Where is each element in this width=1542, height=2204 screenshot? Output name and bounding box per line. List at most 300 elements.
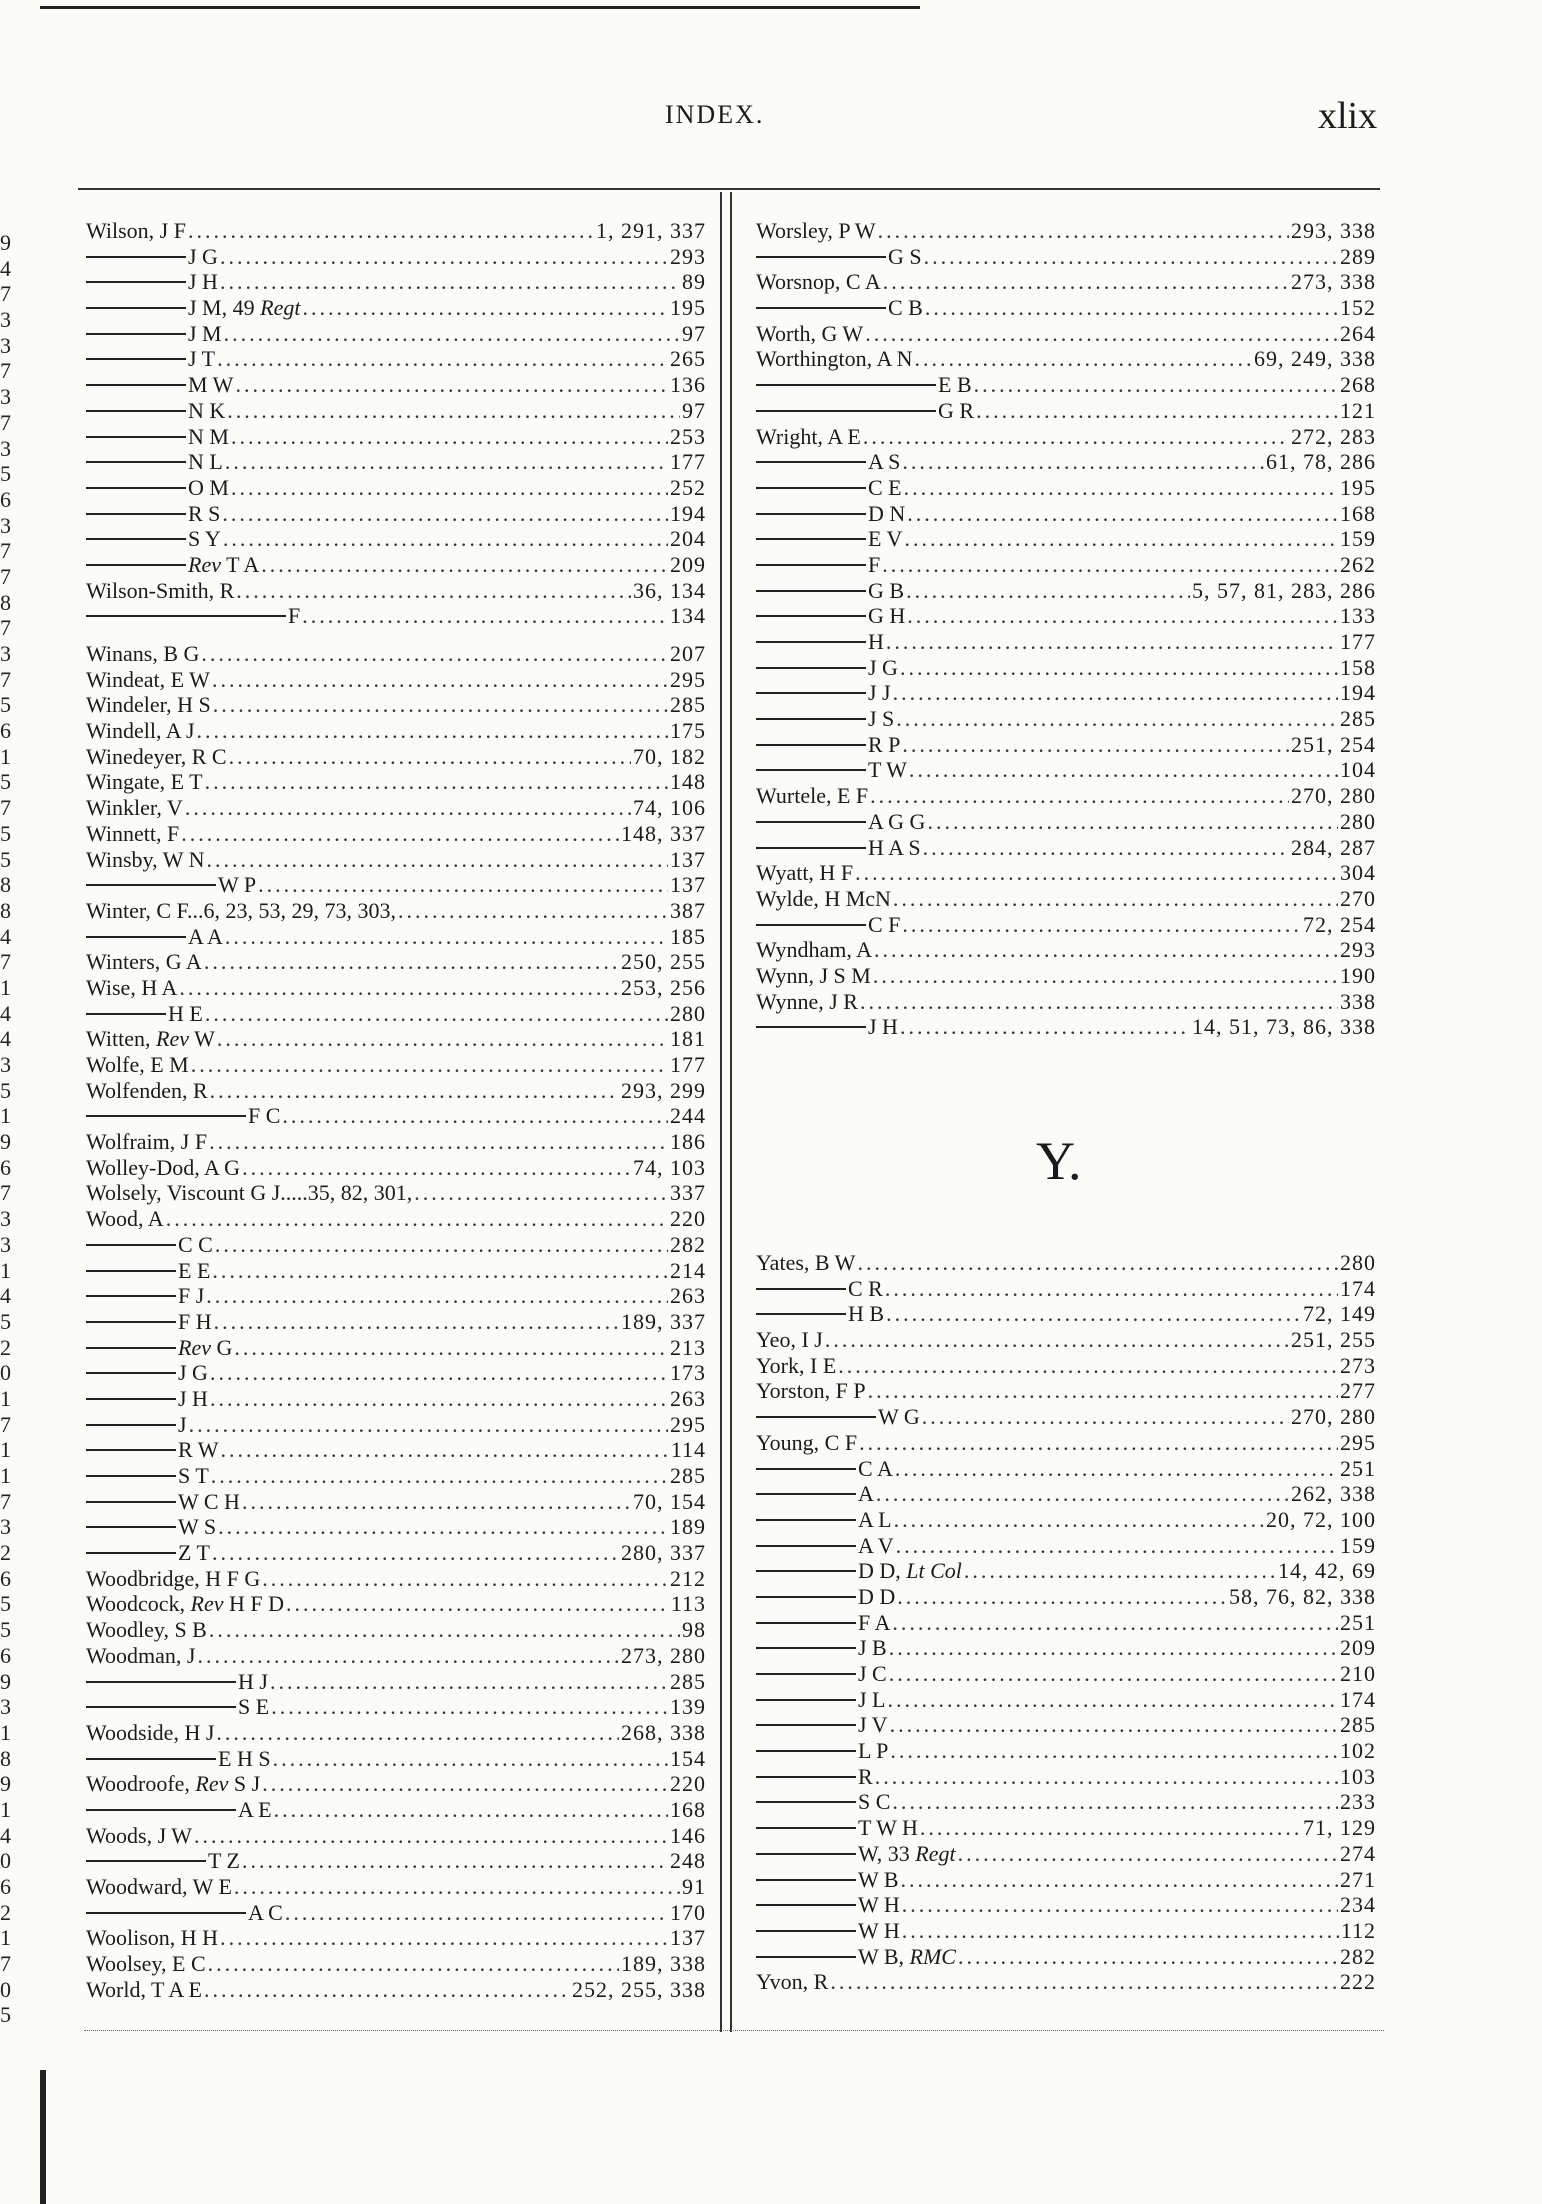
entry-name bbox=[858, 1738, 888, 1764]
leader-dots bbox=[830, 1969, 1338, 1995]
entry-name bbox=[178, 1540, 210, 1566]
entry-name-italic: Rev bbox=[188, 551, 221, 577]
entry-name bbox=[858, 1533, 894, 1559]
entry-name bbox=[86, 898, 396, 924]
index-entry bbox=[86, 898, 706, 924]
index-entry bbox=[756, 475, 1376, 501]
leader-dots bbox=[892, 1789, 1338, 1815]
index-entry bbox=[86, 1874, 706, 1900]
page-references: 36, 134 bbox=[633, 577, 706, 603]
leader-dots bbox=[890, 1712, 1338, 1738]
index-entry bbox=[756, 1661, 1376, 1687]
margin-digit: 3 bbox=[0, 1514, 11, 1540]
margin-digit: 6 bbox=[0, 718, 11, 744]
margin-digit: 7 bbox=[0, 1488, 11, 1514]
entry-name-text: Z T bbox=[178, 1540, 210, 1566]
index-entry bbox=[86, 1746, 706, 1772]
entry-name bbox=[888, 295, 923, 321]
entry-name-text: J H bbox=[868, 1014, 898, 1040]
index-entry bbox=[756, 1584, 1376, 1610]
entry-name-text: D D, bbox=[858, 1558, 907, 1584]
leader-dots bbox=[217, 346, 668, 372]
index-entry bbox=[756, 1558, 1376, 1584]
entry-name bbox=[188, 924, 223, 950]
entry-name bbox=[756, 989, 858, 1015]
leader-dots bbox=[212, 1258, 668, 1284]
index-column-right-y bbox=[756, 1250, 1376, 1995]
ditto-dash bbox=[86, 1372, 176, 1374]
index-entry bbox=[756, 1481, 1376, 1507]
page-references: 113 bbox=[670, 1591, 706, 1617]
leader-dots bbox=[205, 1001, 668, 1027]
page-references: 159 bbox=[1340, 526, 1376, 552]
leader-dots bbox=[889, 1661, 1338, 1687]
page-references: 285 bbox=[1340, 1712, 1376, 1738]
entry-name-text: T A bbox=[220, 551, 260, 577]
margin-digit: 8 bbox=[0, 897, 11, 923]
entry-name bbox=[868, 629, 884, 655]
entry-name bbox=[868, 680, 891, 706]
entry-name-text: E E bbox=[178, 1257, 211, 1283]
page-references: 70, 182 bbox=[633, 743, 706, 769]
entry-name-text: Wurtele, E F bbox=[756, 783, 869, 809]
entry-name-text: O M bbox=[188, 474, 229, 500]
leader-dots bbox=[220, 1925, 668, 1951]
leader-dots bbox=[231, 424, 668, 450]
index-entry bbox=[756, 218, 1376, 244]
leader-dots bbox=[242, 1848, 668, 1874]
leader-dots bbox=[886, 629, 1338, 655]
leader-dots bbox=[825, 1327, 1289, 1353]
page-references: 285 bbox=[1340, 706, 1376, 732]
column-divider bbox=[720, 192, 732, 2032]
entry-name-text: W H bbox=[858, 1892, 900, 1918]
index-entry bbox=[86, 1694, 706, 1720]
page-references: 1, 291, 337 bbox=[596, 218, 706, 243]
entry-name bbox=[86, 1951, 206, 1977]
entry-name-text: Winkler, V bbox=[86, 795, 183, 821]
page-references: 293, 299 bbox=[621, 1077, 706, 1103]
entry-name-text: G B bbox=[868, 577, 905, 603]
index-entry bbox=[86, 578, 706, 604]
margin-digit: 8 bbox=[0, 1745, 11, 1771]
entry-name-text: H A S bbox=[868, 834, 921, 860]
leader-dots bbox=[286, 1591, 669, 1617]
margin-digit: 4 bbox=[0, 255, 11, 281]
entry-name-text: A V bbox=[858, 1532, 894, 1558]
index-entry bbox=[86, 552, 706, 578]
page-references: 268 bbox=[1340, 372, 1376, 398]
leader-dots bbox=[964, 1558, 1276, 1584]
ditto-dash bbox=[756, 847, 866, 849]
index-entry bbox=[756, 912, 1376, 938]
entry-name-italic: Rev bbox=[195, 1771, 229, 1797]
margin-digit: 3 bbox=[0, 1694, 11, 1720]
ditto-dash bbox=[756, 564, 866, 566]
entry-name-text: Woodside, H J bbox=[86, 1719, 215, 1745]
entry-name-text: H E bbox=[168, 1000, 203, 1026]
index-entry bbox=[756, 552, 1376, 578]
entry-name bbox=[248, 1103, 280, 1129]
entry-name-text: C A bbox=[858, 1455, 893, 1481]
entry-name-text: A E bbox=[238, 1796, 272, 1822]
leader-dots bbox=[976, 398, 1338, 424]
leader-dots bbox=[189, 1412, 668, 1438]
leader-dots bbox=[874, 937, 1338, 963]
page-references: 136 bbox=[670, 372, 706, 398]
entry-name-text: A bbox=[858, 1481, 874, 1507]
margin-digit: 2 bbox=[0, 1899, 11, 1925]
margin-digit: 7 bbox=[0, 949, 11, 975]
margin-digit: 7 bbox=[0, 281, 11, 307]
entry-name-text: E V bbox=[868, 526, 903, 552]
ditto-dash bbox=[86, 936, 186, 938]
ditto-dash bbox=[756, 924, 866, 926]
entry-name bbox=[86, 1052, 189, 1078]
entry-name bbox=[288, 603, 300, 629]
entry-name bbox=[756, 321, 863, 347]
entry-name bbox=[188, 372, 233, 398]
entry-name-text: J V bbox=[858, 1712, 888, 1738]
entry-name-text: Witten, bbox=[86, 1026, 156, 1052]
leader-dots bbox=[242, 1155, 631, 1181]
leader-dots bbox=[188, 218, 594, 244]
entry-name bbox=[86, 769, 203, 795]
page-references: 295 bbox=[670, 1411, 706, 1437]
leader-dots bbox=[166, 1206, 668, 1232]
page-references: 220 bbox=[670, 1206, 706, 1232]
ditto-dash bbox=[756, 1904, 856, 1906]
entry-name bbox=[868, 449, 900, 475]
entry-name-text: L P bbox=[858, 1738, 889, 1764]
entry-name-text: J L bbox=[858, 1686, 886, 1712]
ditto-dash bbox=[86, 358, 186, 360]
index-entry bbox=[756, 1430, 1376, 1456]
page-references: 304 bbox=[1340, 860, 1376, 886]
entry-name-text: Worthington, A N bbox=[756, 346, 913, 372]
margin-digit: 9 bbox=[0, 1771, 11, 1797]
entry-name-text: G bbox=[210, 1334, 233, 1360]
entry-name-italic: Rev bbox=[156, 1026, 189, 1052]
leader-dots bbox=[235, 372, 668, 398]
leader-dots bbox=[892, 1610, 1338, 1636]
page-references: 148, 337 bbox=[621, 820, 706, 846]
entry-name bbox=[178, 1489, 240, 1515]
entry-name-text: J H bbox=[188, 269, 218, 295]
leader-dots bbox=[215, 1232, 668, 1258]
leader-dots bbox=[218, 1514, 668, 1540]
margin-digit: 1 bbox=[0, 1437, 11, 1463]
entry-name bbox=[868, 578, 904, 604]
page-references: 190 bbox=[1340, 962, 1376, 988]
entry-name bbox=[178, 1514, 216, 1540]
entry-name bbox=[86, 641, 199, 667]
entry-name bbox=[868, 475, 902, 501]
leader-dots bbox=[876, 1481, 1289, 1507]
margin-digit: 7 bbox=[0, 1180, 11, 1206]
page-references: 72, 254 bbox=[1303, 911, 1376, 937]
page-references: 253 bbox=[670, 423, 706, 449]
entry-name bbox=[868, 835, 921, 861]
leader-dots bbox=[271, 1694, 668, 1720]
ditto-dash bbox=[86, 333, 186, 335]
margin-digit: 8 bbox=[0, 872, 11, 898]
entry-name-text: Winnett, F bbox=[86, 820, 180, 846]
entry-name-text: H F D bbox=[223, 1591, 285, 1617]
leader-dots bbox=[222, 501, 668, 527]
page-references: 173 bbox=[670, 1360, 706, 1386]
page-references: 134 bbox=[670, 603, 706, 629]
page-references: 74, 103 bbox=[633, 1154, 706, 1180]
leader-dots bbox=[922, 1404, 1289, 1430]
index-entry bbox=[756, 1789, 1376, 1815]
entry-name-text: H J bbox=[238, 1668, 268, 1694]
index-entry bbox=[756, 1944, 1376, 1970]
entry-name-text: Windeat, E W bbox=[86, 666, 210, 692]
ditto-dash bbox=[86, 1526, 176, 1528]
ditto-dash bbox=[756, 461, 866, 463]
index-column-left bbox=[86, 218, 706, 2002]
entry-name bbox=[188, 244, 218, 270]
entry-name-text: T W H bbox=[858, 1815, 918, 1841]
entry-name bbox=[868, 501, 905, 527]
leader-dots bbox=[860, 989, 1338, 1015]
margin-digit: 4 bbox=[0, 1000, 11, 1026]
ditto-dash bbox=[756, 769, 866, 771]
leader-dots bbox=[889, 1635, 1338, 1661]
leader-dots bbox=[904, 475, 1338, 501]
index-entry bbox=[756, 1533, 1376, 1559]
ditto-dash bbox=[86, 513, 186, 515]
index-entry bbox=[756, 886, 1376, 912]
ditto-dash bbox=[756, 1596, 856, 1598]
ditto-dash bbox=[756, 1776, 856, 1778]
index-entry bbox=[756, 1404, 1376, 1430]
top-page-edge bbox=[40, 0, 920, 9]
page-references: 209 bbox=[670, 551, 706, 577]
page-references: 251, 254 bbox=[1291, 731, 1376, 757]
index-entry bbox=[86, 1026, 706, 1052]
entry-name bbox=[868, 809, 925, 835]
margin-digit: 6 bbox=[0, 1154, 11, 1180]
entry-name-text: J G bbox=[178, 1360, 208, 1386]
page-references: 5, 57, 81, 283, 286 bbox=[1192, 577, 1376, 603]
margin-digit: 3 bbox=[0, 435, 11, 461]
ditto-dash bbox=[86, 538, 186, 540]
index-entry bbox=[756, 783, 1376, 809]
margin-digit: 4 bbox=[0, 923, 11, 949]
entry-name-text: Woodcock, bbox=[86, 1591, 191, 1617]
ditto-dash bbox=[86, 1244, 176, 1246]
leader-dots bbox=[958, 1944, 1338, 1970]
index-column-right bbox=[756, 218, 1376, 1040]
entry-name-text: N L bbox=[188, 449, 223, 475]
ditto-dash bbox=[756, 1827, 856, 1829]
entry-name bbox=[888, 244, 922, 270]
index-entry bbox=[86, 847, 706, 873]
entry-name bbox=[86, 744, 227, 770]
ditto-dash bbox=[756, 487, 866, 489]
page-references: 104 bbox=[1340, 757, 1376, 783]
leader-dots bbox=[209, 1617, 680, 1643]
page-references: 97 bbox=[682, 397, 706, 423]
page-references: 262 bbox=[1340, 551, 1376, 577]
ditto-dash bbox=[756, 1519, 856, 1521]
entry-name bbox=[756, 1378, 866, 1404]
entry-name-text: Yates, B W bbox=[756, 1250, 856, 1275]
index-entry bbox=[86, 1155, 706, 1181]
page-references: 250, 255 bbox=[621, 949, 706, 975]
ditto-dash bbox=[86, 1552, 176, 1554]
page-references: 271 bbox=[1340, 1866, 1376, 1892]
entry-name bbox=[178, 1412, 187, 1438]
page-references: 280 bbox=[1340, 1250, 1376, 1275]
entry-name-text: S E bbox=[238, 1694, 270, 1720]
ditto-dash bbox=[756, 1750, 856, 1752]
margin-digit: 7 bbox=[0, 615, 11, 641]
margin-digit: 5 bbox=[0, 846, 11, 872]
leader-dots bbox=[262, 1771, 668, 1797]
entry-name-text: C B bbox=[888, 295, 923, 321]
leader-dots bbox=[231, 475, 668, 501]
entry-name bbox=[188, 526, 221, 552]
leader-dots bbox=[875, 1764, 1338, 1790]
entry-name bbox=[868, 1014, 898, 1040]
ditto-dash bbox=[756, 1699, 856, 1701]
entry-name bbox=[178, 1283, 204, 1309]
margin-digit: 3 bbox=[0, 1206, 11, 1232]
index-entry bbox=[756, 1378, 1376, 1404]
ditto-dash bbox=[86, 1912, 246, 1914]
page-references: 295 bbox=[670, 666, 706, 692]
page-references: 102 bbox=[1340, 1738, 1376, 1764]
entry-name bbox=[756, 424, 861, 450]
leader-dots bbox=[201, 641, 668, 667]
entry-name-text: W P bbox=[218, 872, 257, 898]
entry-name-text: A L bbox=[858, 1506, 892, 1532]
entry-name-text: Winsby, W N bbox=[86, 846, 205, 872]
ditto-dash bbox=[86, 1398, 176, 1400]
page-references: 280 bbox=[670, 1000, 706, 1026]
index-entry bbox=[86, 475, 706, 501]
index-entry bbox=[756, 629, 1376, 655]
leader-dots bbox=[907, 501, 1338, 527]
leader-dots bbox=[909, 757, 1338, 783]
page-references: 220 bbox=[670, 1771, 706, 1797]
index-entry bbox=[86, 1258, 706, 1284]
page-references: 194 bbox=[670, 500, 706, 526]
page-references: 273, 338 bbox=[1291, 269, 1376, 295]
entry-name-text: W, 33 bbox=[858, 1840, 916, 1866]
leader-dots bbox=[225, 449, 668, 475]
entry-name-text: Wolsely, Viscount G J.....35, 82, 301, bbox=[86, 1180, 413, 1206]
leader-dots bbox=[882, 552, 1338, 578]
index-entry bbox=[86, 975, 706, 1001]
ditto-dash bbox=[756, 1673, 856, 1675]
ditto-dash bbox=[86, 256, 186, 258]
entry-name-italic: Rev bbox=[190, 1591, 224, 1617]
entry-name bbox=[858, 1558, 962, 1584]
entry-name bbox=[178, 1463, 209, 1489]
entry-name-text: G R bbox=[938, 397, 975, 423]
ditto-dash bbox=[756, 1313, 846, 1315]
leader-dots bbox=[223, 526, 668, 552]
leader-dots bbox=[883, 269, 1289, 295]
margin-digit: 0 bbox=[0, 1848, 11, 1874]
index-entry bbox=[86, 424, 706, 450]
entry-name bbox=[86, 1591, 284, 1617]
entry-name bbox=[188, 321, 222, 347]
index-entry bbox=[756, 1815, 1376, 1841]
index-entry bbox=[756, 1456, 1376, 1482]
margin-digit: 2 bbox=[0, 1334, 11, 1360]
leader-dots bbox=[185, 795, 631, 821]
leader-dots bbox=[855, 860, 1338, 886]
index-entry bbox=[756, 1892, 1376, 1918]
entry-name bbox=[86, 1823, 192, 1849]
page-references: 14, 51, 73, 86, 338 bbox=[1192, 1014, 1376, 1040]
ditto-dash bbox=[86, 487, 186, 489]
index-entry bbox=[86, 821, 706, 847]
page-references: 252 bbox=[670, 474, 706, 500]
page-references: 189, 338 bbox=[621, 1951, 706, 1977]
leader-dots bbox=[904, 526, 1338, 552]
leader-dots bbox=[204, 949, 619, 975]
ditto-dash bbox=[756, 513, 866, 515]
page-references: 194 bbox=[1340, 680, 1376, 706]
index-entry bbox=[86, 641, 706, 667]
entry-name bbox=[858, 1841, 956, 1867]
leader-dots bbox=[216, 1720, 619, 1746]
leader-dots bbox=[210, 1078, 619, 1104]
page-references: 210 bbox=[1340, 1661, 1376, 1686]
entry-name-text: Worsley, P W bbox=[756, 218, 876, 243]
page-references: 168 bbox=[1340, 500, 1376, 526]
entry-name-text: G H bbox=[868, 603, 906, 629]
entry-name bbox=[756, 1430, 857, 1456]
leader-dots bbox=[896, 706, 1338, 732]
page-references: 133 bbox=[1340, 603, 1376, 629]
index-entry bbox=[86, 667, 706, 693]
ditto-dash bbox=[756, 1416, 876, 1418]
index-entry bbox=[86, 346, 706, 372]
entry-name bbox=[858, 1456, 893, 1482]
index-entry bbox=[86, 244, 706, 270]
leader-dots bbox=[210, 1360, 668, 1386]
leader-dots bbox=[923, 835, 1289, 861]
ditto-dash bbox=[756, 1647, 856, 1649]
entry-name-text: Winans, B G bbox=[86, 641, 200, 666]
margin-digit: 1 bbox=[0, 1103, 11, 1129]
index-entry bbox=[756, 1353, 1376, 1379]
entry-name bbox=[86, 1078, 208, 1104]
leader-dots bbox=[270, 1669, 668, 1695]
leader-dots bbox=[893, 886, 1338, 912]
entry-name bbox=[238, 1694, 269, 1720]
leader-dots bbox=[211, 1463, 668, 1489]
page-references: 251, 255 bbox=[1291, 1327, 1376, 1353]
page-references: 58, 76, 82, 338 bbox=[1229, 1583, 1376, 1609]
leader-dots bbox=[414, 1180, 668, 1206]
index-entry bbox=[86, 1514, 706, 1540]
leader-dots bbox=[902, 912, 1301, 938]
page-references: 148 bbox=[670, 769, 706, 795]
entry-name bbox=[858, 1918, 900, 1944]
index-entry bbox=[86, 1052, 706, 1078]
ditto-dash bbox=[756, 1026, 866, 1028]
entry-name-text: W bbox=[188, 1026, 215, 1052]
leader-dots bbox=[217, 1026, 668, 1052]
